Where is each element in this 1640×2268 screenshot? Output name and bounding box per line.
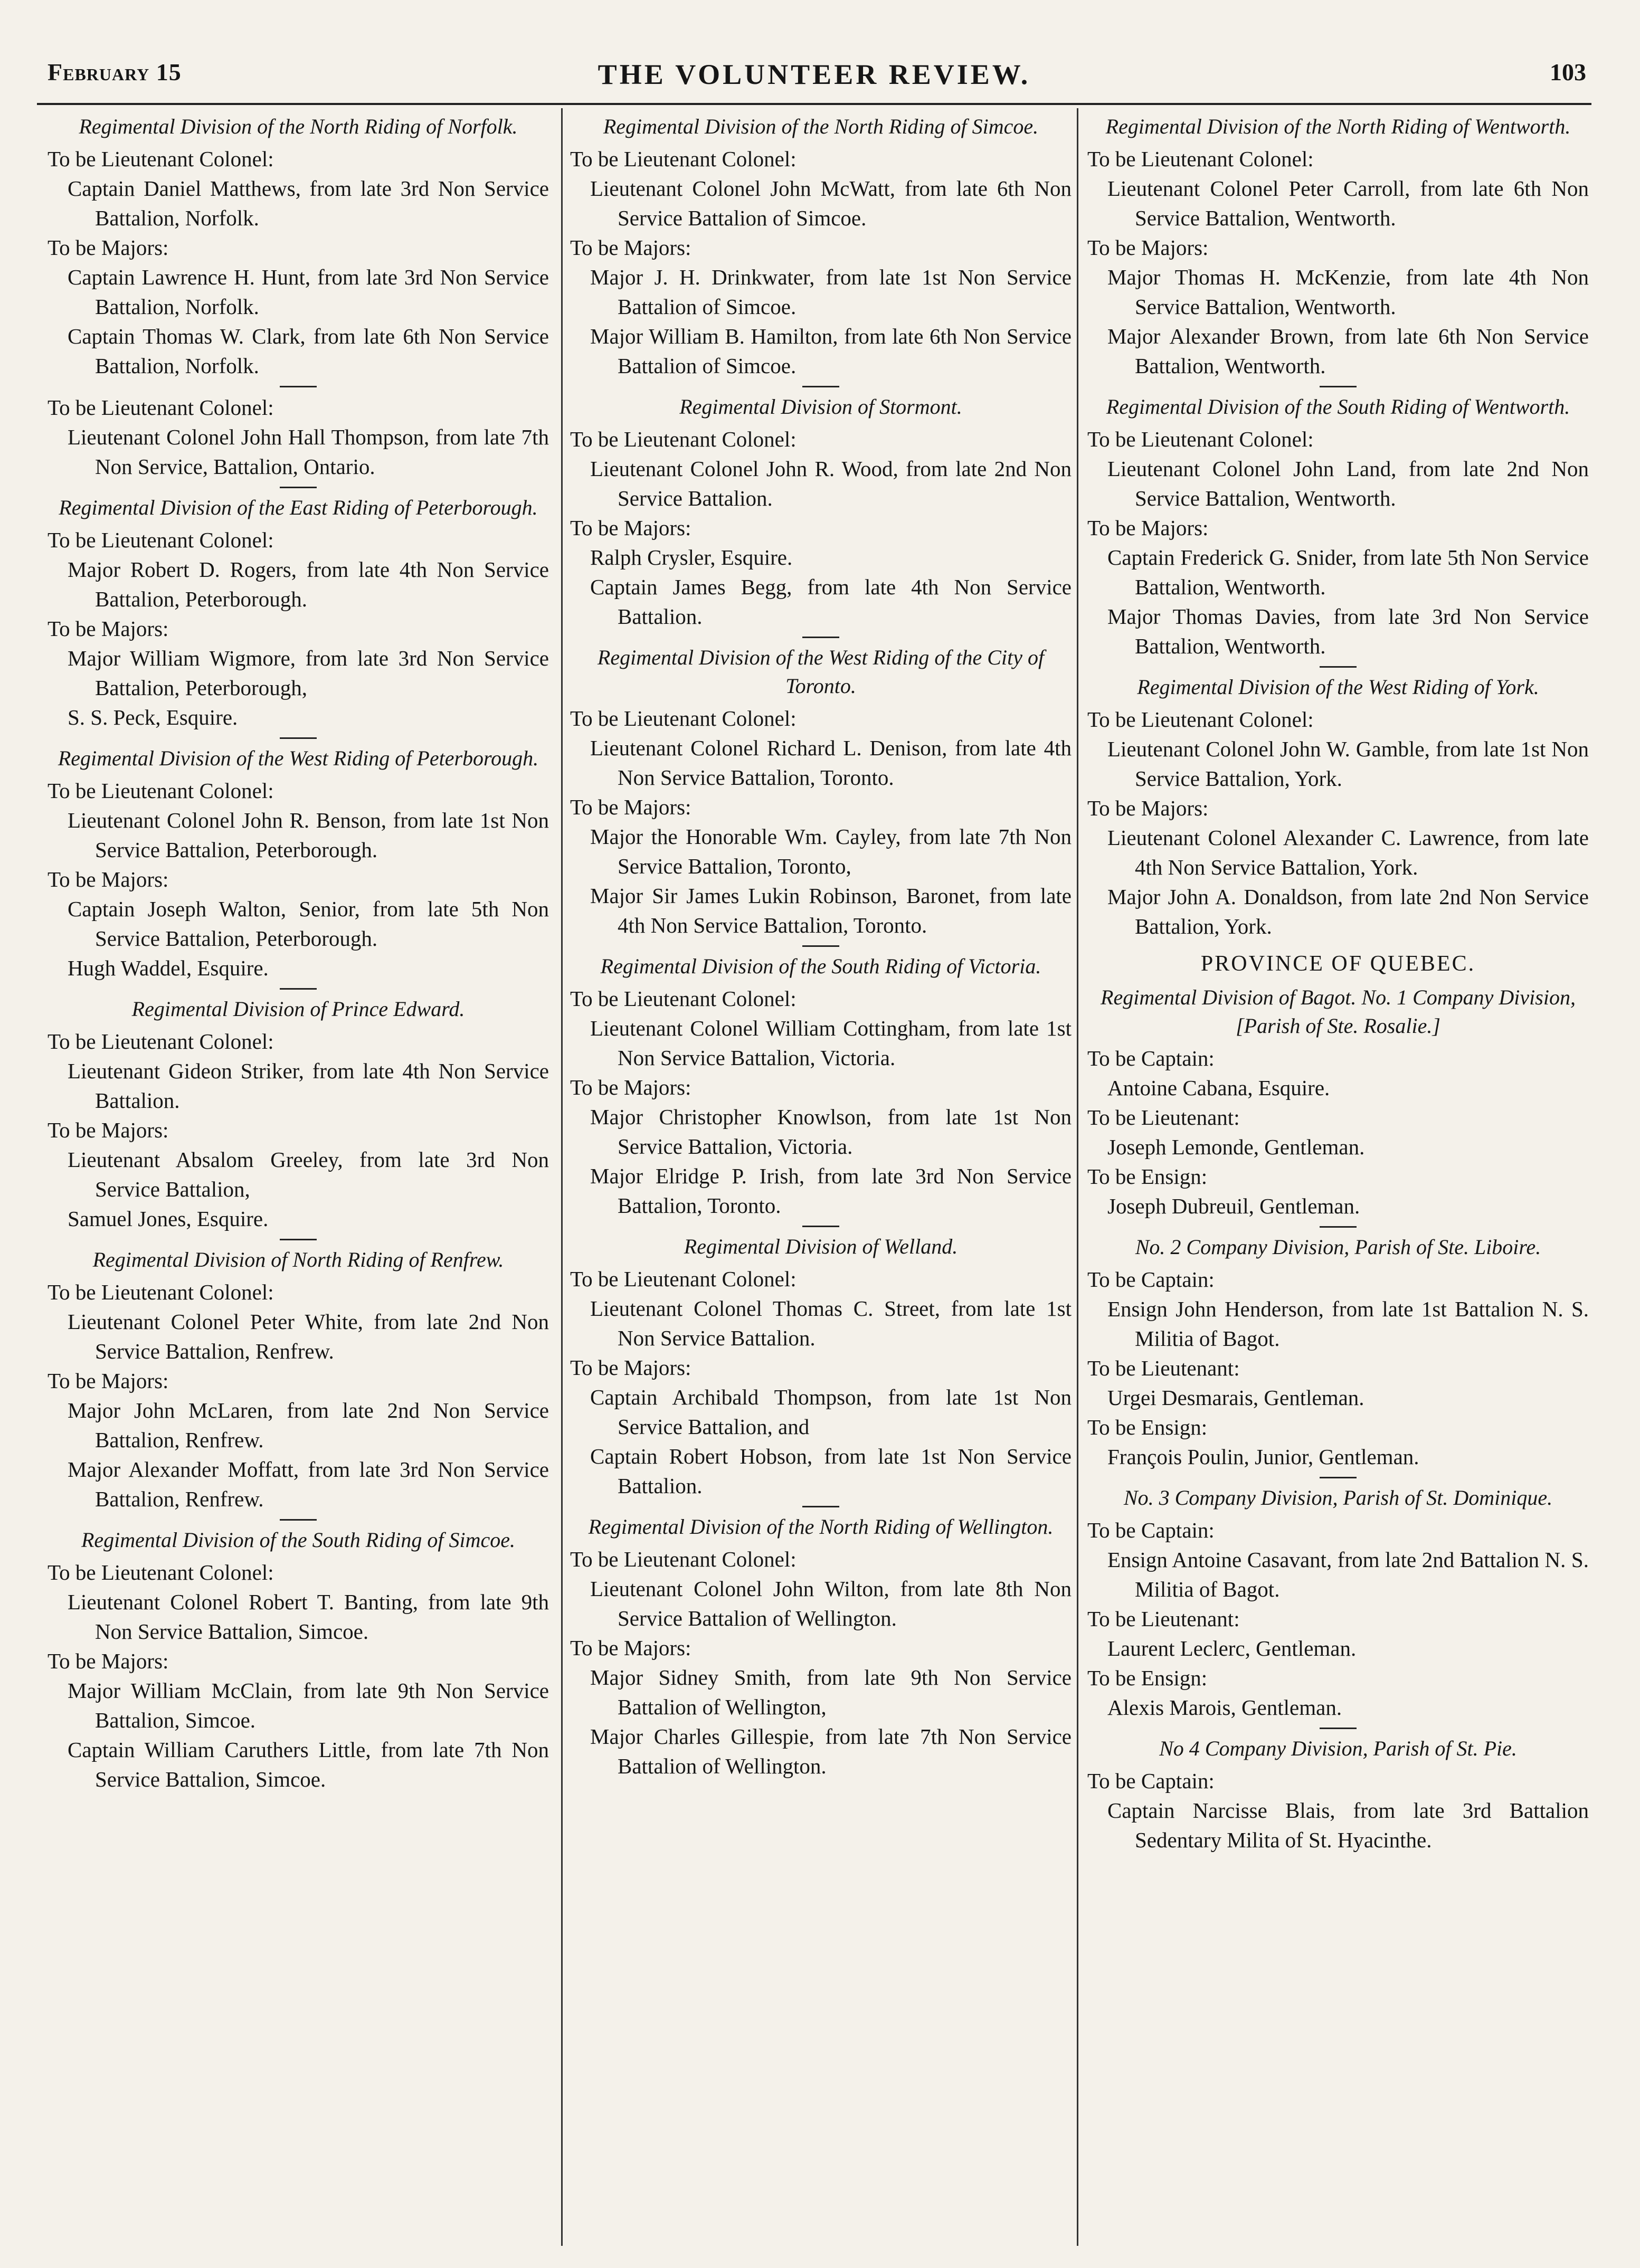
division-heading: No. 2 Company Division, Parish of Ste. Liboire.	[1135, 1235, 1541, 1259]
appointment-role: To be Lieutenant Colonel:	[48, 528, 274, 552]
regimental-division	[1087, 386, 1589, 661]
regimental-division	[1087, 1477, 1589, 1722]
appointee-entry: Captain Narcisse Blais, from late 3rd Battalion Sedentary Milita of St. Hyacinthe.	[1107, 1798, 1589, 1852]
division-heading: Regimental Division of the West Riding of Peterborough.	[58, 746, 539, 770]
appointee-entry: Major Thomas Davies, from late 3rd Non Service Battalion, Wentworth.	[1107, 604, 1589, 658]
appointment-role: To be Majors:	[48, 1369, 169, 1393]
division-heading: Regimental Division of the North Riding of Simcoe.	[603, 115, 1039, 138]
appointment-role: To be Ensign:	[1087, 1666, 1208, 1690]
appointee-entry: Captain Lawrence H. Hunt, from late 3rd Non Service Battalion, Norfolk.	[68, 265, 549, 319]
section-separator	[280, 737, 317, 739]
division-heading: Regimental Division of the East Riding of Peterborough.	[59, 496, 538, 519]
regimental-division	[570, 1506, 1072, 1781]
division-heading: Regimental Division of Stormont.	[679, 395, 962, 419]
division-heading: No 4 Company Division, Parish of St. Pie.	[1159, 1736, 1517, 1760]
appointee-entry: Major Elridge P. Irish, from late 3rd Non Service Battalion, Toronto.	[590, 1164, 1072, 1218]
appointee-entry: Ensign Antoine Casavant, from late 2nd Battalion N. S. Militia of Bagot.	[1107, 1548, 1589, 1601]
appointee-entry: Lieutenant Colonel Peter Carroll, from late 6th Non Service Battalion, Wentworth.	[1107, 176, 1589, 230]
regimental-division	[1087, 1226, 1589, 1472]
appointee-entry: Major Sidney Smith, from late 9th Non Service Battalion of Wellington,	[590, 1665, 1072, 1719]
section-separator	[280, 1239, 317, 1240]
appointment-role: To be Lieutenant Colonel:	[1087, 147, 1314, 171]
appointee-entry: Lieutenant Colonel John McWatt, from late 6th Non Service Battalion of Simcoe.	[590, 176, 1072, 230]
appointee-entry: Lieutenant Colonel Alexander C. Lawrence, from late 4th Non Service Battalion, York.	[1107, 825, 1589, 879]
appointee-entry: Lieutenant Colonel Robert T. Banting, from late 9th Non Service Battalion, Simcoe.	[68, 1590, 549, 1644]
appointee-entry: Captain James Begg, from late 4th Non Service Battalion.	[590, 575, 1072, 629]
regimental-division	[570, 386, 1072, 631]
appointee-entry: Captain Robert Hobson, from late 1st Non Service Battalion.	[590, 1444, 1072, 1498]
appointment-role: To be Majors:	[570, 795, 691, 819]
appointee-entry: Captain Daniel Matthews, from late 3rd Non Service Battalion, Norfolk.	[68, 176, 549, 230]
appointee-entry: Joseph Dubreuil, Gentleman.	[1107, 1194, 1360, 1218]
appointee-entry: Lieutenant Colonel John R. Benson, from late 1st Non Service Battalion, Peterborough.	[68, 808, 549, 862]
appointee-entry: Lieutenant Colonel Richard L. Denison, from late 4th Non Service Battalion, Toronto.	[590, 736, 1072, 790]
article-columns	[37, 108, 1591, 2267]
column-right-ontario	[1087, 112, 1589, 941]
appointment-role: To be Ensign:	[1087, 1164, 1208, 1189]
division-heading: Regimental Division of Prince Edward.	[131, 997, 465, 1021]
regimental-division	[1087, 112, 1589, 381]
regimental-division	[1087, 983, 1589, 1221]
regimental-division	[570, 1226, 1072, 1501]
column-middle	[570, 108, 1072, 2262]
appointment-role: To be Majors:	[48, 235, 169, 260]
appointee-entry: Lieutenant Colonel John R. Wood, from late 2nd Non Service Battalion.	[590, 457, 1072, 510]
appointment-role: To be Lieutenant Colonel:	[570, 427, 797, 451]
section-separator	[280, 1519, 317, 1521]
appointee-entry: Lieutenant Colonel Thomas C. Street, from late 1st Non Service Battalion.	[590, 1296, 1072, 1350]
regimental-division	[1087, 1728, 1589, 1855]
appointment-role: To be Majors:	[570, 1355, 691, 1380]
appointment-role: To be Lieutenant Colonel:	[48, 1280, 274, 1304]
division-heading: Regimental Division of the West Riding of York.	[1137, 675, 1539, 699]
appointee-entry: Captain Joseph Walton, Senior, from late 5th Non Service Battalion, Peterborough.	[68, 897, 549, 951]
division-heading: Regimental Division of the South Riding of Wentworth.	[1106, 395, 1570, 419]
appointee-entry: Ensign John Henderson, from late 1st Battalion N. S. Militia of Bagot.	[1107, 1297, 1589, 1351]
appointee-entry: Major J. H. Drinkwater, from late 1st Non Service Battalion of Simcoe.	[590, 265, 1072, 319]
appointee-entry: Laurent Leclerc, Gentleman.	[1107, 1636, 1357, 1660]
appointment-role: To be Lieutenant Colonel:	[570, 1267, 797, 1291]
section-separator	[280, 487, 317, 488]
appointee-entry: Captain Frederick G. Snider, from late 5th Non Service Battalion, Wentworth.	[1107, 545, 1589, 599]
appointee-entry: Major John McLaren, from late 2nd Non Service Battalion, Renfrew.	[68, 1398, 549, 1452]
regimental-division	[570, 945, 1072, 1220]
appointee-entry: Captain Thomas W. Clark, from late 6th Non Service Battalion, Norfolk.	[68, 324, 549, 378]
appointee-entry: Major Alexander Moffatt, from late 3rd Non Service Battalion, Renfrew.	[68, 1457, 549, 1511]
regimental-division	[48, 737, 549, 983]
appointment-role: To be Lieutenant Colonel:	[570, 986, 797, 1011]
section-separator	[1320, 1226, 1357, 1228]
division-heading: Regimental Division of Welland.	[684, 1235, 958, 1258]
appointee-entry: Major William Wigmore, from late 3rd Non Service Battalion, Peterborough,	[68, 646, 549, 700]
section-separator	[802, 386, 839, 387]
publication-title: THE VOLUNTEER REVIEW.	[598, 59, 1031, 90]
appointment-role: To be Lieutenant Colonel:	[48, 395, 274, 420]
appointee-entry: Lieutenant Colonel John W. Gamble, from late 1st Non Service Battalion, York.	[1107, 737, 1589, 791]
division-heading: Regimental Division of the North Riding of Wellington.	[588, 1515, 1054, 1539]
appointee-entry: Major Charles Gillespie, from late 7th Non Service Battalion of Wellington.	[590, 1724, 1072, 1778]
appointee-entry: Captain Archibald Thompson, from late 1st Non Service Battalion, and	[590, 1385, 1072, 1439]
page-number: 103	[1550, 59, 1586, 86]
appointee-entry: Lieutenant Gideon Striker, from late 4th Non Service Battalion.	[68, 1059, 549, 1113]
regimental-division	[48, 386, 549, 481]
appointee-entry: Major Thomas H. McKenzie, from late 4th Non Service Battalion, Wentworth.	[1107, 265, 1589, 319]
appointee-entry: Lieutenant Colonel William Cottingham, from late 1st Non Service Battalion, Victoria.	[590, 1016, 1072, 1070]
column-left	[48, 108, 549, 2262]
page-header	[37, 58, 1591, 95]
regimental-division	[570, 112, 1072, 381]
division-heading: Regimental Division of the West Riding of the City of Toronto.	[597, 646, 1045, 698]
issue-date: February 15	[48, 59, 182, 86]
division-heading: Regimental Division of the North Riding of Wentworth.	[1105, 115, 1571, 138]
appointee-entry: Major John A. Donaldson, from late 2nd Non Service Battalion, York.	[1107, 885, 1589, 938]
section-separator	[1320, 1728, 1357, 1729]
appointee-entry: S. S. Peck, Esquire.	[68, 705, 238, 729]
appointee-entry: Major Christopher Knowlson, from late 1st Non Service Battalion, Victoria.	[590, 1105, 1072, 1159]
appointee-entry: Major William B. Hamilton, from late 6th Non Service Battalion of Simcoe.	[590, 324, 1072, 378]
appointment-role: To be Majors:	[48, 1118, 169, 1142]
appointment-role: To be Lieutenant Colonel:	[570, 706, 797, 730]
regimental-division	[48, 487, 549, 732]
appointee-entry: Major Robert D. Rogers, from late 4th Non Service Battalion, Peterborough.	[68, 557, 549, 611]
regimental-division	[48, 112, 549, 381]
section-separator	[802, 945, 839, 947]
province-heading: PROVINCE OF QUEBEC.	[1200, 952, 1476, 976]
appointee-entry: Major Alexander Brown, from late 6th Non Service Battalion, Wentworth.	[1107, 324, 1589, 378]
division-heading: Regimental Division of the North Riding of Norfolk.	[79, 115, 518, 138]
appointee-entry: Major the Honorable Wm. Cayley, from late 7th Non Service Battalion, Toronto,	[590, 824, 1072, 878]
regimental-division	[48, 988, 549, 1233]
appointment-role: To be Majors:	[48, 867, 169, 891]
division-heading: Regimental Division of North Riding of Renfrew.	[92, 1248, 504, 1271]
appointment-role: To be Majors:	[1087, 516, 1209, 540]
column-right	[1087, 108, 1589, 2262]
appointment-role: To be Lieutenant Colonel:	[1087, 427, 1314, 451]
appointee-entry: François Poulin, Junior, Gentleman.	[1107, 1445, 1419, 1469]
regimental-division	[48, 1239, 549, 1514]
division-heading: Regimental Division of the South Riding of Simcoe.	[81, 1528, 516, 1552]
appointment-role: To be Majors:	[48, 616, 169, 641]
appointment-role: To be Lieutenant Colonel:	[48, 779, 274, 803]
section-separator	[1320, 386, 1357, 387]
appointee-entry: Urgei Desmarais, Gentleman.	[1107, 1386, 1364, 1410]
header-rule	[37, 103, 1591, 105]
appointment-role: To be Captain:	[1087, 1046, 1215, 1070]
appointee-entry: Samuel Jones, Esquire.	[68, 1207, 269, 1231]
section-separator	[1320, 1477, 1357, 1478]
appointment-role: To be Majors:	[1087, 796, 1209, 820]
appointment-role: To be Captain:	[1087, 1267, 1215, 1292]
section-separator	[280, 386, 317, 387]
appointee-entry: Lieutenant Colonel John Wilton, from late 8th Non Service Battalion of Wellington.	[590, 1577, 1072, 1630]
appointee-entry: Major Sir James Lukin Robinson, Baronet, from late 4th Non Service Battalion, Toronto.	[590, 884, 1072, 937]
appointee-entry: Lieutenant Colonel John Hall Thompson, from late 7th Non Service, Battalion, Ontario.	[68, 425, 549, 479]
appointment-role: To be Lieutenant Colonel:	[48, 147, 274, 171]
division-heading: No. 3 Company Division, Parish of St. Dominique.	[1123, 1486, 1553, 1510]
division-heading: Regimental Division of the South Riding of Victoria.	[600, 954, 1041, 978]
section-separator	[280, 988, 317, 990]
appointment-role: To be Majors:	[570, 1636, 691, 1660]
appointment-role: To be Ensign:	[1087, 1415, 1208, 1439]
appointment-role: To be Majors:	[48, 1649, 169, 1673]
appointee-entry: Major William McClain, from late 9th Non Service Battalion, Simcoe.	[68, 1678, 549, 1732]
appointment-role: To be Lieutenant Colonel:	[48, 1029, 274, 1054]
appointee-entry: Joseph Lemonde, Gentleman.	[1107, 1135, 1365, 1159]
appointee-entry: Lieutenant Colonel John Land, from late 2nd Non Service Battalion, Wentworth.	[1107, 457, 1589, 510]
appointee-entry: Antoine Cabana, Esquire.	[1107, 1076, 1330, 1100]
appointment-role: To be Lieutenant Colonel:	[570, 1547, 797, 1571]
appointment-role: To be Majors:	[570, 516, 691, 540]
appointment-role: To be Lieutenant Colonel:	[570, 147, 797, 171]
regimental-division	[570, 637, 1072, 940]
column-right-quebec	[1087, 983, 1589, 1855]
regimental-division	[1087, 666, 1589, 941]
appointee-entry: Captain William Caruthers Little, from late 7th Non Service Battalion, Simcoe.	[68, 1738, 549, 1791]
appointment-role: To be Lieutenant:	[1087, 1356, 1240, 1380]
appointment-role: To be Majors:	[1087, 235, 1209, 260]
section-separator	[802, 1226, 839, 1227]
section-separator	[802, 637, 839, 638]
appointment-role: To be Lieutenant Colonel:	[1087, 707, 1314, 732]
appointment-role: To be Lieutenant:	[1087, 1607, 1240, 1631]
appointee-entry: Lieutenant Colonel Peter White, from late 2nd Non Service Battalion, Renfrew.	[68, 1309, 549, 1363]
appointee-entry: Alexis Marois, Gentleman.	[1107, 1695, 1342, 1720]
appointment-role: To be Lieutenant:	[1087, 1105, 1240, 1130]
section-separator	[1320, 666, 1357, 668]
appointment-role: To be Lieutenant Colonel:	[48, 1560, 274, 1584]
appointee-entry: Ralph Crysler, Esquire.	[590, 545, 793, 570]
appointment-role: To be Majors:	[570, 235, 691, 260]
appointment-role: To be Captain:	[1087, 1769, 1215, 1793]
division-heading: Regimental Division of Bagot. No. 1 Company Division, [Parish of Ste. Rosalie.]	[1101, 985, 1576, 1038]
appointment-role: To be Majors:	[570, 1075, 691, 1099]
regimental-division	[48, 1519, 549, 1794]
appointment-role: To be Captain:	[1087, 1518, 1215, 1542]
appointee-entry: Lieutenant Absalom Greeley, from late 3rd Non Service Battalion,	[68, 1147, 549, 1201]
section-separator	[802, 1506, 839, 1507]
appointee-entry: Hugh Waddel, Esquire.	[68, 956, 269, 980]
